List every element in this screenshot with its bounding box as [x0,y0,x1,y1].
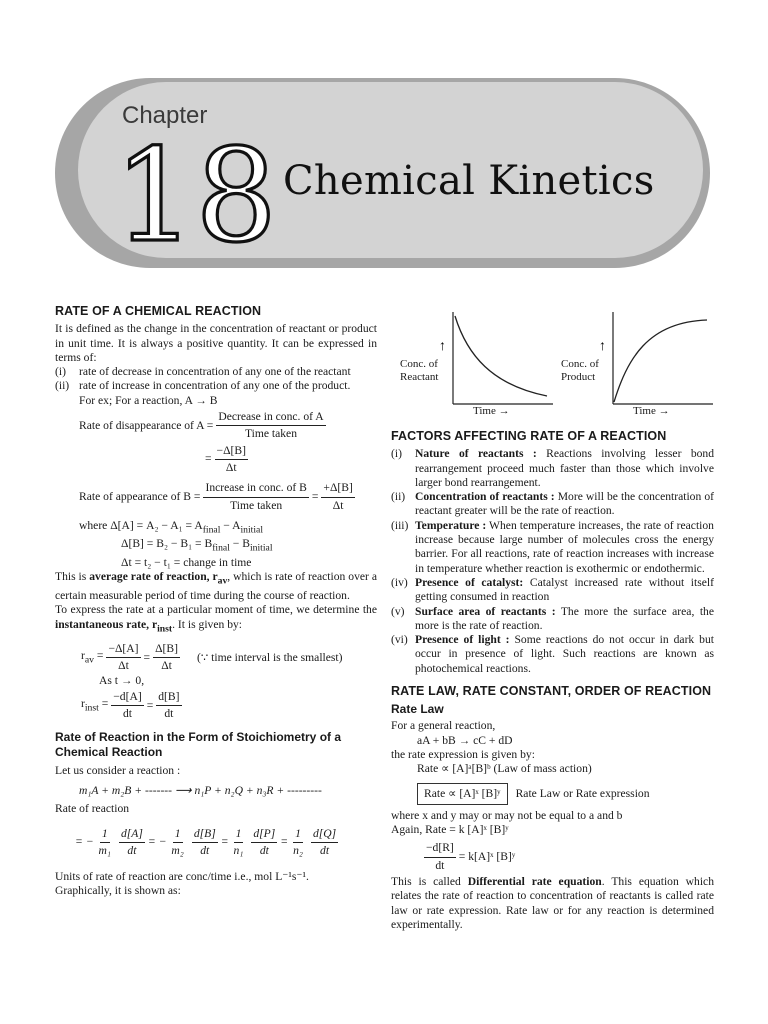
eq-label: Rate of disappearance of A = [79,418,214,432]
svg-text:↑: ↑ [599,339,606,354]
numerator: Increase in conc. of B [203,481,308,497]
factor-item: (iii) Temperature : When temperature increases, the rate of reaction increase because large number of molecules cross the energy barrier. For all reactions, rate of reaction increases with increase in temperature whether reaction is exothermic or endothermic. [391,518,714,575]
chapter-number [112,122,277,271]
factor-item: (iv) Presence of catalyst: Catalyst increased rate without itself getting consumed in reaction [391,575,714,604]
section-heading-rate-law: RATE LAW, RATE CONSTANT, ORDER OF REACTION [391,684,712,699]
fraction: $\frac{d[B]}{dt}$ [158,690,180,721]
fraction [215,444,248,476]
general-reaction-line: For a general reaction, [391,719,496,733]
product-concentration-graph [597,310,717,410]
stoichiometry-equation: = − $\frac{1}{\text{m₁}}$ $\frac{d[A]}{dt}$ = − $\frac{1}{\text{m₂}}$ $\frac{d[B]}{dt}$ = $\frac{1}{\text{n₁}}$ $\frac{d[P]}{dt}$ = $\frac{1}{\text{n₂}}$ $\frac{d[Q]}{dt}$ [75,826,337,857]
mass-action-line: Rate ∝ [A]ᵃ[B]ᵇ (Law of mass action) [417,762,592,776]
average-rate-equation: $r_{av}$ = $\frac{-\Delta[A]}{\Delta t}$ = $\frac{\Delta[B]}{\Delta t}$ (∵ time interval is the smallest) [81,642,343,673]
limit-line: As t → 0, [99,673,145,687]
left-column [55,304,377,899]
numerator: −Δ[B] [215,444,248,460]
reaction-equation: m₁A + m₂B + ------- ⟶ n₁P + n₂Q + n₃R + --------- [79,783,322,797]
numerator: +Δ[B] [321,481,354,497]
disappearance-equation [55,410,377,442]
rate-law-box-row [391,783,714,805]
denominator: Time taken [230,498,283,512]
expression-line: the rate expression is given by: [391,747,535,761]
chapter-label: Chapter [122,102,208,129]
again-line: Again, Rate = k [A]ˣ [B]ʸ [391,823,509,837]
graph-product-ylabel: Conc. of Product [561,358,599,383]
page-title: Chemical Kinetics [283,158,655,204]
consider-line: Let us consider a reaction : [55,763,181,777]
delta-equation: = $\frac{-\Delta[B]}{\Delta t}$ [205,443,246,474]
example-line: For ex; For a reaction, A → B [79,393,218,407]
subsection-heading-stoichiometry: Rate of Reaction in the Form of Stoichiometry of a Chemical Reaction [55,729,342,759]
differential-equation: $\frac{-d[R]}{dt}$ = k[A]ˣ [B]ʸ [426,841,516,872]
fraction [321,481,354,513]
differential-paragraph: This is called Differential rate equation. This equation which relates the rate of reaction to concentration of reactants is called rate law or rate expression. Rate law or for any reaction is determined experimentally. [391,875,714,931]
rate-note: (∵ time interval is the smallest) [197,650,343,664]
fraction: $\frac{-d[A]}{dt}$ [113,690,142,721]
instantaneous-rate-paragraph: To express the rate at a particular moment of time, we determine the instantaneous rate, $r_{inst}$. It is given by: [55,603,377,634]
rate-of-reaction-label: Rate of reaction [55,802,130,816]
list-text: rate of decrease in concentration of any one of the reactant [79,365,351,379]
graphically-line: Graphically, it is shown as: [55,884,181,898]
section-heading-factors: FACTORS AFFECTING RATE OF A REACTION [391,429,667,443]
graph-reactant-ylabel: Conc. of Reactant [400,358,439,383]
section-heading-rate: RATE OF A CHEMICAL REACTION [55,304,262,318]
denominator: Δt [332,498,344,512]
list-marker: (i) [55,365,66,379]
factor-item: (ii) Concentration of reactants : More will be the concentration of reactant greater will be the rate of reaction. [391,490,714,518]
fraction: $\frac{\Delta[B]}{\Delta t}$ [155,642,178,673]
graph-product-xlabel: Time → [633,405,670,417]
factor-item: (i) Nature of reactants : Reactions involving lesser bond rearrangement proceed much faster than those which involve larger bond rearrangement. [391,447,715,489]
fraction: $\frac{-\Delta[A]}{\Delta t}$ [108,642,139,673]
general-reaction-equation: aA + bB → cC + dD [417,733,513,747]
where-line: $\Delta[B] = B_2 - B_1 = B_{final} - B_{initial}$ [121,537,273,554]
numerator: Decrease in conc. of A [216,410,325,426]
where-line: Δt = t₂ − t₁ = change in time [121,556,252,570]
units-line: Units of rate of reaction are conc/time i.e., mol L⁻¹s⁻¹. [55,870,309,884]
factor-item: (v) Surface area of reactants : The more the surface area, the more is the rate of reaction. [391,604,714,632]
fraction [203,481,308,513]
appearance-equation: Rate of appearance of B = $\frac{\text{Increase in conc. of B}}{\text{Time taken}}$ = $\frac{+\Delta[B]}{\Delta t}$ [79,481,353,512]
list-marker: (ii) [55,379,70,393]
denominator: Time taken [244,427,298,441]
rate-law-box: Rate ∝ [A]ˣ [B]ʸ [417,783,508,805]
denominator: Δt [225,460,237,474]
where-xy-line: where x and y may or may not be equal to a and b [391,808,623,822]
eq-label: Rate of appearance of B = [79,489,201,503]
subsection-heading-rate-law: Rate Law [391,702,444,717]
rate-law-label: Rate Law or Rate expression [515,786,650,800]
list-text: rate of increase in concentration of any one of the product. [79,379,351,393]
chapter-number-text: 18 [114,122,277,271]
where-line: where $\Delta[A] = A_2 - A_1 = A_{final} - A_{initial}$ [79,518,264,536]
graph-reactant-xlabel: Time → [473,405,510,417]
reactant-concentration-graph [437,310,557,410]
list-item [55,365,377,379]
average-rate-paragraph: This is average rate of reaction, $r_{av}$, which is rate of reaction over a certain measurable period of time during the course of reaction. [55,570,377,602]
fraction [216,410,325,442]
instantaneous-rate-equation: $r_{inst}$ = $\frac{-d[A]}{dt}$ = $\frac{d[B]}{dt}$ [81,690,180,721]
intro-paragraph: It is defined as the change in the concentration of reactant or product in unit time. It is always a positive quantity. It can be expressed in terms of: [55,322,377,364]
list-item [55,379,377,393]
factor-item: (vi) Presence of light : Some reactions do not occur in dark but occur in presence of light. Such reactions are known as photochemical reactions. [391,633,714,675]
svg-text:↑: ↑ [439,339,446,354]
right-column [391,429,714,932]
